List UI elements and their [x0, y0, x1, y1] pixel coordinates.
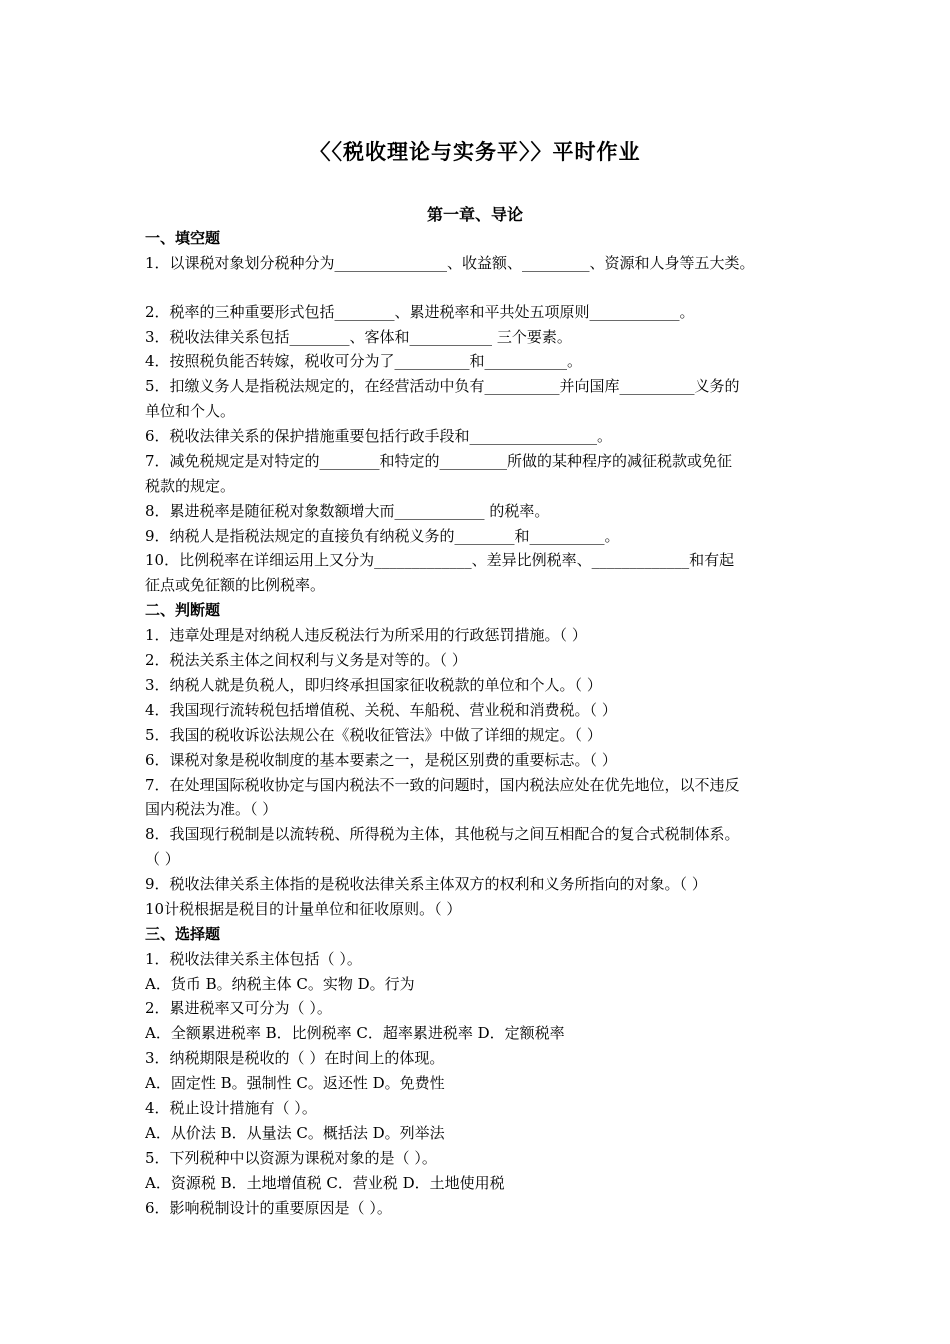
fill-question-3: 3．税收法律关系包括________、客体和___________ 三个要素。	[145, 328, 572, 346]
judge-question-6: 6．课税对象是税收制度的基本要素之一，是税区别费的重要标志。（ ）	[145, 751, 617, 769]
fill-question-6: 6．税收法律关系的保护措施重要包括行政手段和_________________。	[145, 427, 613, 445]
fill-question-7-line2: 税款的规定。	[145, 477, 236, 495]
fill-question-1: 1．以课税对象划分税种分为_______________、收益额、_________、资源和人身等五大类。	[145, 254, 755, 272]
choice-question-1: 1．税收法律关系主体包括（ ）。	[145, 950, 362, 968]
fill-question-8: 8．累进税率是随征税对象数额增大而____________ 的税率。	[145, 502, 550, 520]
judge-question-3: 3．纳税人就是负税人，即归终承担国家征收税款的单位和个人。（ ）	[145, 676, 602, 694]
judge-question-8-line1: 8．我国现行税制是以流转税、所得税为主体，其他税与之间互相配合的复合式税制体系。	[145, 825, 740, 843]
judge-question-2: 2．税法关系主体之间权利与义务是对等的。（ ）	[145, 651, 467, 669]
section-heading-choice: 三、选择题	[145, 925, 221, 943]
judge-question-7-line1: 7．在处理国际税收协定与国内税法不一致的问题时，国内税法应处在优先地位，以不违反	[145, 776, 740, 794]
choice-question-2: 2．累进税率又可分为（ ）。	[145, 999, 332, 1017]
choice-question-3: 3．纳税期限是税收的（ ）在时间上的体现。	[145, 1049, 445, 1067]
choice-question-4: 4．税止设计措施有（ ）。	[145, 1099, 317, 1117]
judge-question-7-line2: 国内税法为准。（ ）	[145, 800, 278, 818]
choice-options-5: A．资源税 B．土地增值税 C．营业税 D．土地使用税	[145, 1174, 505, 1192]
judge-question-5: 5．我国的税收诉讼法规公在《税收征管法》中做了详细的规定。（ ）	[145, 726, 602, 744]
section-heading-fill: 一、填空题	[145, 229, 221, 247]
fill-question-5-line2: 单位和个人。	[145, 402, 236, 420]
chapter-title: 第一章、导论	[426, 205, 523, 224]
fill-question-10-line2: 征点或免征额的比例税率。	[145, 576, 326, 594]
judge-question-1: 1．违章处理是对纳税人违反税法行为所采用的行政惩罚措施。（ ）	[145, 626, 587, 644]
choice-options-1: A．货币 B。纳税主体 C。实物 D。行为	[145, 975, 415, 993]
fill-question-9: 9．纳税人是指税法规定的直接负有纳税义务的________和__________。	[145, 527, 620, 545]
judge-question-9: 9．税收法律关系主体指的是税收法律关系主体双方的权利和义务所指向的对象。（ ）	[145, 875, 707, 893]
judge-question-10: 10计税根据是税目的计量单位和征收原则。（ ）	[145, 900, 462, 918]
choice-options-3: A．固定性 B。强制性 C。返还性 D。免费性	[145, 1074, 445, 1092]
fill-question-10-line1: 10．比例税率在详细运用上又分为_____________、差异比例税率、_____________和有起	[145, 551, 735, 569]
fill-question-7-line1: 7．减免税规定是对特定的________和特定的_________所做的某种程序的减征税款或免征	[145, 452, 733, 470]
judge-question-8-line2: （ ）	[145, 850, 180, 868]
choice-options-4: A．从价法 B．从量法 C。概括法 D。列举法	[145, 1124, 445, 1142]
fill-question-4: 4．按照税负能否转嫁，税收可分为了__________和___________。	[145, 352, 583, 370]
choice-options-2: A．全额累进税率 B．比例税率 C．超率累进税率 D．定额税率	[145, 1024, 565, 1042]
fill-question-2: 2．税率的三种重要形式包括________、累进税率和平共处五项原则____________。	[145, 303, 695, 321]
choice-question-6: 6．影响税制设计的重要原因是（ ）。	[145, 1199, 392, 1217]
document-title: 〈〈税收理论与实务平〉〉平时作业	[309, 140, 641, 164]
fill-question-5-line1: 5．扣缴义务人是指税法规定的，在经营活动中负有__________并向国库__________义务的	[145, 377, 740, 395]
judge-question-4: 4．我国现行流转税包括增值税、关税、车船税、营业税和消费税。（ ）	[145, 701, 617, 719]
choice-question-5: 5．下列税种中以资源为课税对象的是（ ）。	[145, 1149, 437, 1167]
section-heading-judge: 二、判断题	[145, 601, 221, 619]
